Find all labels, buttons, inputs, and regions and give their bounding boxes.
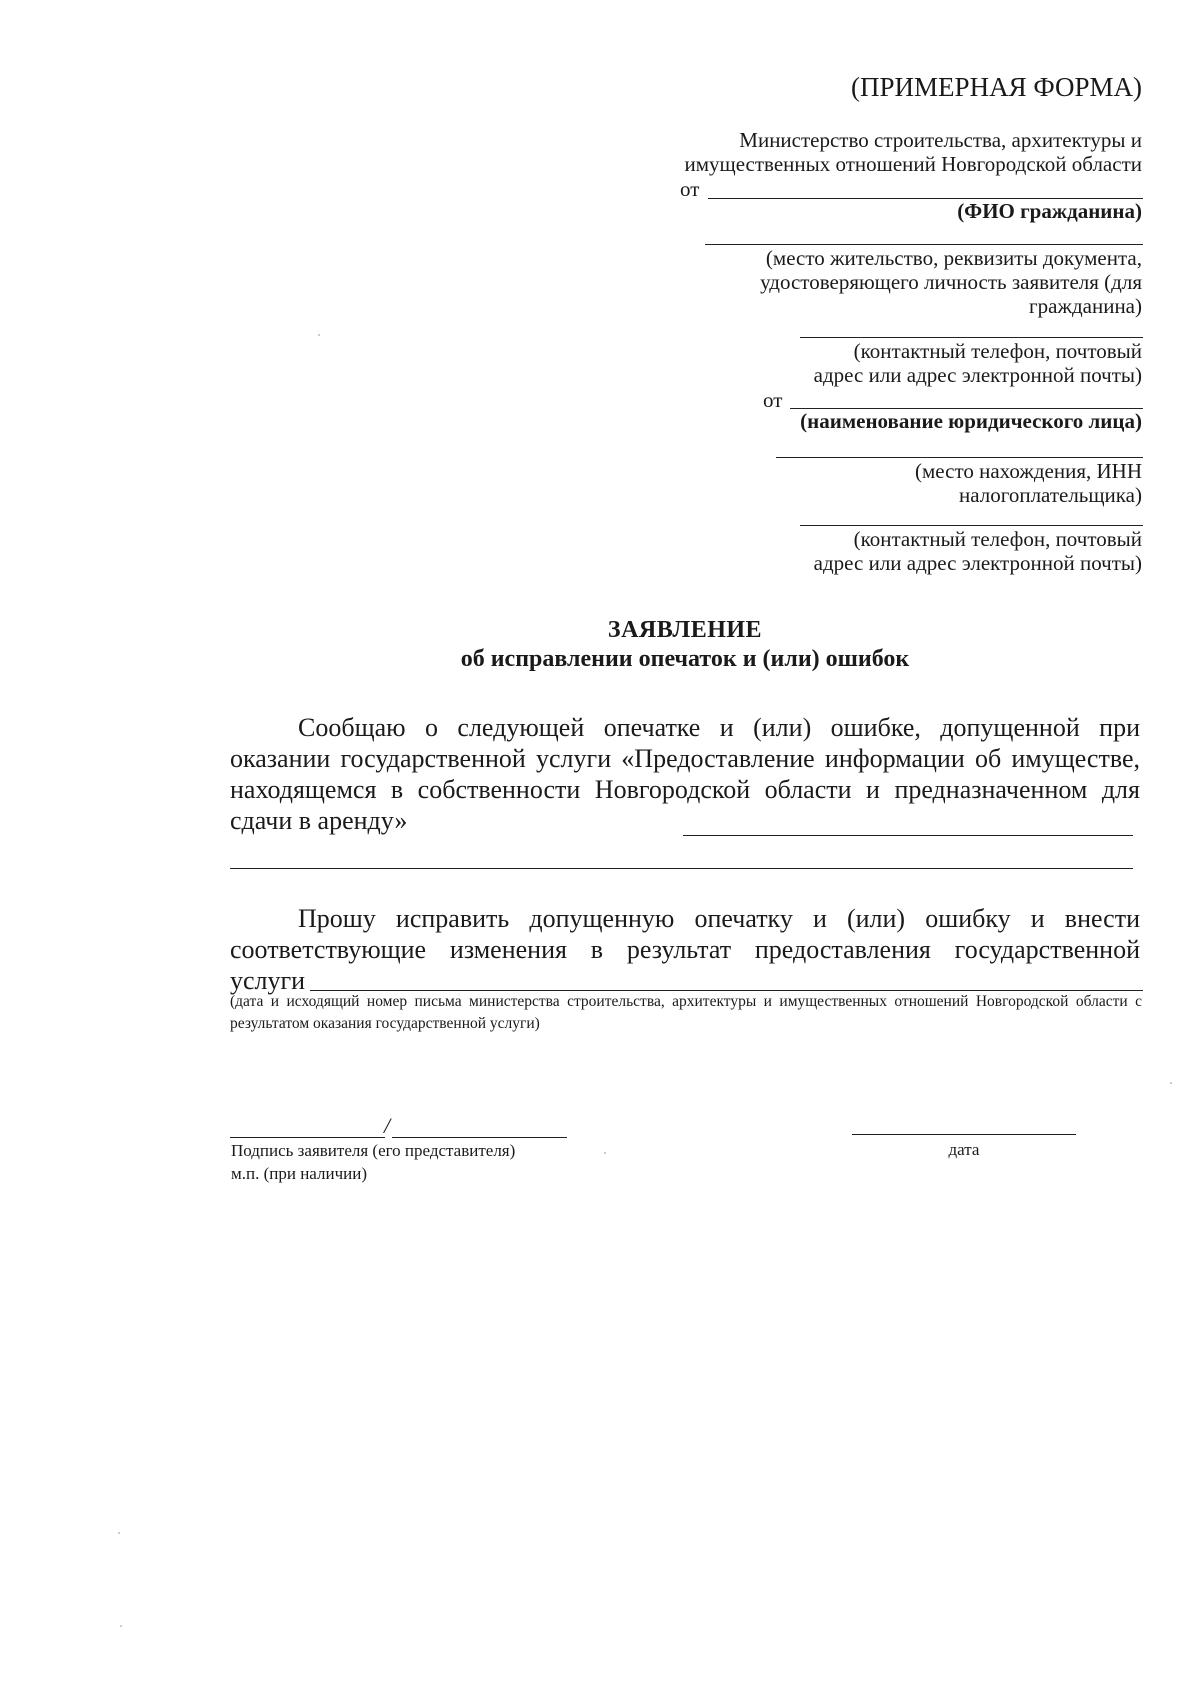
addressee-line-2: имущественных отношений Новгородской области xyxy=(684,152,1142,176)
signature-decoding-field-line[interactable] xyxy=(392,1137,567,1138)
citizen-contact-caption-2: адрес или адрес электронной почты) xyxy=(813,363,1142,387)
signature-caption: Подпись заявителя (его представителя) xyxy=(231,1141,516,1160)
citizen-contact-field-line[interactable] xyxy=(800,337,1143,338)
citizen-name-caption: (ФИО гражданина) xyxy=(957,199,1142,223)
signature-field-line[interactable] xyxy=(230,1137,385,1138)
addressee-line-1: Министерство строительства, архитектуры и xyxy=(739,128,1142,152)
citizen-residence-caption-3: гражданина) xyxy=(1029,294,1142,318)
document-subtitle: об исправлении опечаток и (или) ошибок xyxy=(460,646,910,672)
error-description-field-line-2[interactable] xyxy=(230,868,1133,869)
correction-request-paragraph: Прошу исправить допущенную опечатку и (или) ошибку и внести соответствующие изменения в результат предоставления государственной xyxy=(230,904,1140,964)
scan-speck xyxy=(604,1152,606,1154)
legal-contact-caption-2: адрес или адрес электронной почты) xyxy=(813,551,1142,575)
scan-speck xyxy=(1170,1082,1172,1084)
scan-speck xyxy=(318,334,320,336)
legal-contact-field-line[interactable] xyxy=(800,525,1143,526)
correction-request-last-word: услуги xyxy=(230,966,306,995)
citizen-residence-caption-2: удостоверяющего личность заявителя (для xyxy=(760,270,1142,294)
error-report-text: Сообщаю о следующей опечатке и (или) ошибке, допущенной при оказании государственной услуги «Предоставление информации об имуществе, находящемся в собственности Новгородской области и предназначенном для сдачи в аренду» xyxy=(230,713,1140,835)
citizen-residence-caption-1: (место жительство, реквизиты документа, xyxy=(765,246,1142,270)
from-label-2: от xyxy=(763,388,783,412)
from-label: от xyxy=(680,177,700,201)
form-mark: (ПРИМЕРНАЯ ФОРМА) xyxy=(851,72,1142,102)
date-field-line[interactable] xyxy=(852,1134,1076,1135)
letter-reference-caption: (дата и исходящий номер письма министерства строительства, архитектуры и имущественных отношений Новгородской области с результатом оказания государственной услуги) xyxy=(230,993,1142,1032)
stamp-caption: м.п. (при наличии) xyxy=(231,1164,367,1183)
citizen-residence-field-line[interactable] xyxy=(705,244,1143,245)
citizen-contact-caption-1: (контактный телефон, почтовый xyxy=(853,339,1142,363)
scan-speck xyxy=(118,1532,120,1534)
legal-location-field-line[interactable] xyxy=(776,457,1143,458)
date-caption: дата xyxy=(948,1140,980,1159)
error-description-field-line-1[interactable] xyxy=(683,835,1133,836)
legal-contact-caption-1: (контактный телефон, почтовый xyxy=(853,527,1142,551)
legal-location-caption-2: налогоплательщика) xyxy=(959,483,1142,507)
signature-slash: / xyxy=(384,1113,391,1138)
legal-location-caption-1: (место нахождения, ИНН xyxy=(915,459,1142,483)
scan-speck xyxy=(120,1625,122,1627)
error-report-paragraph xyxy=(230,712,1140,836)
document-title: ЗАЯВЛЕНИЕ xyxy=(607,617,763,643)
legal-name-caption: (наименование юридического лица) xyxy=(800,409,1142,433)
